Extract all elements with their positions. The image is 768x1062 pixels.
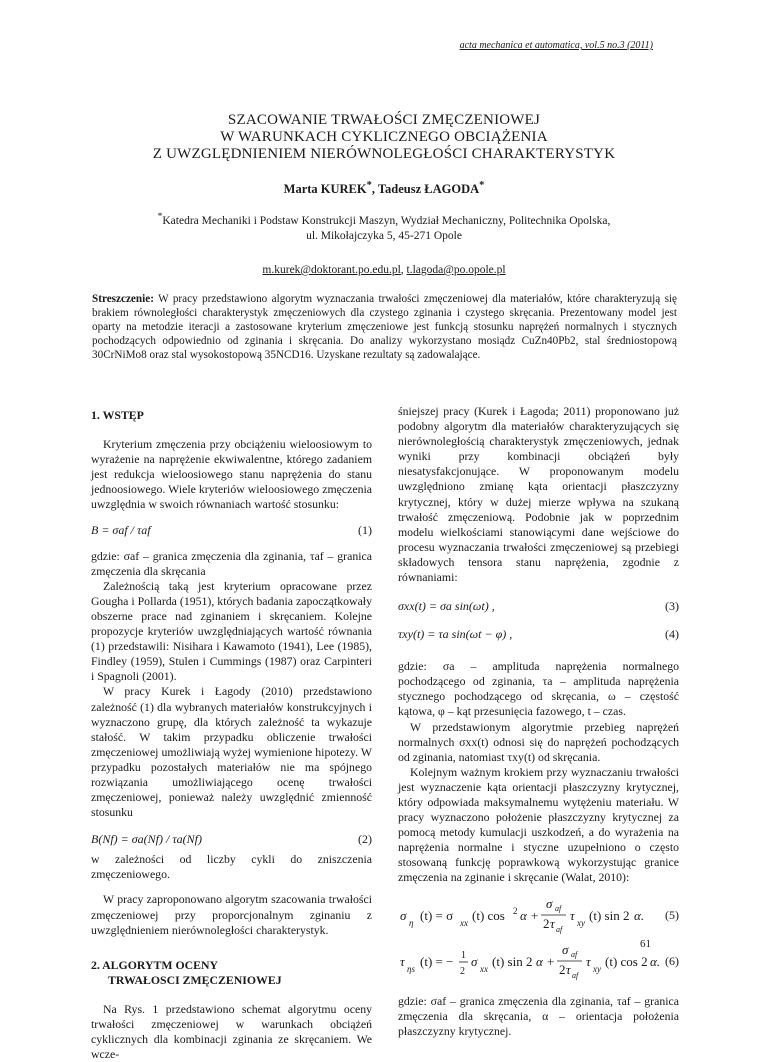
title-line-3: Z UWZGLĘDNIENIEM NIERÓWNOLEGŁOŚCI CHARAKTERYSTYK xyxy=(152,146,616,162)
svg-text:τ: τ xyxy=(550,915,555,931)
svg-text:2: 2 xyxy=(460,965,465,977)
svg-text:2: 2 xyxy=(559,961,566,977)
svg-text:(t) sin 2: (t) sin 2 xyxy=(589,907,630,923)
intro-paragraph-6: W pracy zaproponowano algorytm szacowania trwałości zmęczeniowej przy proporcjonalnym zginaniu z uwzględnieniem nierównoległości charakterystyk. xyxy=(91,892,372,937)
right-paragraph-5: gdzie: σaf – granica zmęczenia dla zginania, τaf – granica zmęczenia dla skręcania, α – orientacja położenia płaszczyzny krytycznej. xyxy=(398,993,679,1038)
equation-1 xyxy=(91,523,372,545)
svg-text:α.: α. xyxy=(634,907,645,923)
equation-3-text: σxx(t) = σa sin(ωt) , xyxy=(398,599,495,614)
equation-5-formula xyxy=(398,894,648,936)
algorithm-paragraph-1: Na Rys. 1 przedstawiono schemat algorytmu oceny trwałości zmęczeniowej w warunkach obciążeń cyklicznych dla kombinacji zginania ze skręcaniem. We wcze- xyxy=(91,1001,372,1062)
svg-text:τ: τ xyxy=(570,907,575,923)
equation-6-formula xyxy=(398,940,661,982)
svg-text:η: η xyxy=(409,917,414,928)
svg-text:σ: σ xyxy=(400,907,407,923)
title-line-1: SZACOWANIE TRWAŁOŚCI ZMĘCZENIOWEJ xyxy=(227,112,541,128)
equation-1-text: B = σaf / τaf xyxy=(91,522,151,537)
right-column xyxy=(398,404,679,1039)
svg-text:1: 1 xyxy=(461,949,466,961)
svg-text:ηs: ηs xyxy=(407,963,415,974)
intro-paragraph-3: Zależnością taką jest kryterium opracowane przez Gougha i Pollarda (1951), których badania zapoczątkowały obszerne prace nad zginaniem i skręcaniem. Kolejne propozycje kryteriów uwzględniających wartość równania (1) przedstawili: Nisihara i Kawamoto (1941), Lee (1985), Findley (1959), Stulen i Cummings (1987) oraz Carpinteri i Spagnoli (2001). xyxy=(91,578,372,684)
journal-header: acta mechanica et automatica, vol.5 no.3 (2011) xyxy=(459,40,653,51)
equation-6-number: (6) xyxy=(665,953,679,968)
svg-text:af: af xyxy=(572,970,579,980)
email-link-2[interactable]: t.lagoda@po.opole.pl xyxy=(406,264,506,276)
equation-2 xyxy=(91,832,372,852)
svg-text:(t) = −: (t) = − xyxy=(420,953,454,969)
section-heading-2-line-1: 2. ALGORYTM OCENY xyxy=(91,957,219,972)
left-column xyxy=(91,408,372,1062)
svg-text:xy: xy xyxy=(593,963,601,974)
svg-text:(t) cos: (t) cos xyxy=(472,907,505,923)
affiliation: *Katedra Mechaniki i Podstaw Konstrukcji Maszyn, Wydział Mechaniczny, Politechnika Opolska, ul. Mikołajczyka 5, 45-271 Opole xyxy=(0,209,768,244)
equation-1-number: (1) xyxy=(358,522,372,537)
section-heading-1: 1. WSTĘP xyxy=(91,408,144,422)
right-paragraph-2: gdzie: σa – amplituda naprężenia normalnego pochodzącego od zginania, τa – amplituda naprężenia stycznego pochodzącego od skręcania, ω – częstość kątowa, φ – kąt przesunięcia fazowego, t – czas. xyxy=(398,659,679,719)
abstract-label: Streszczenie: xyxy=(92,293,154,305)
section-heading-2-line-2: TRWAŁOSCI ZMĘCZENIOWEJ xyxy=(108,972,282,987)
right-paragraph-4: Kolejnym ważnym krokiem przy wyznaczaniu trwałości jest wyznaczenie kąta orientacji płaszczyzny krytycznej, który odpowiada maksymalnemu wytężeniu materiału. W pracy wyznaczono położenie płaszczyzny krytycznej za pomocą metody kumulacji uszkodzeń, a do wyrażenia na naprężenia normalne i styczne uzupełniono o często stosowaną funkcję poprawkową wykorzystując granice zmęczenia na zginanie i skręcanie (Walat, 2010): xyxy=(398,764,679,885)
svg-text:(t) = σ: (t) = σ xyxy=(420,907,454,923)
affiliation-line-2: ul. Mikołajczyka 5, 45-271 Opole xyxy=(306,229,462,242)
emails: m.kurek@doktorant.po.edu.pl, t.lagoda@po.opole.pl xyxy=(262,264,506,276)
equation-4 xyxy=(398,627,679,649)
svg-text:xx: xx xyxy=(480,963,488,974)
svg-text:af: af xyxy=(571,949,578,959)
equation-2-text: B(Nf) = σa(Nf) / τa(Nf) xyxy=(91,832,202,847)
svg-text:σ: σ xyxy=(546,895,553,911)
intro-paragraph-2: gdzie: σaf – granica zmęczenia dla zginania, τaf – granica zmęczenia dla skręcania xyxy=(91,548,372,578)
right-paragraph-3: W przedstawionym algorytmie przebieg naprężeń normalnych σxx(t) odnosi się do naprężeń pochodzących od zginania, natomiast τxy(t) od skręcania. xyxy=(398,719,679,764)
svg-text:σ: σ xyxy=(471,953,478,969)
equation-5 xyxy=(398,894,679,936)
abstract xyxy=(92,292,677,362)
right-paragraph-1: śniejszej pracy (Kurek i Łagoda; 2011) proponowano już podobny algorytm dla materiałów charakteryzujących się nierównoległością charakterystyk zmęczeniowych, jednak wyniki przy kombinacji obciążeń były niesatysfakcjonujące. W proponowanym modelu uwzględniono zmianę kąta orientacji płaszczyzny krytycznej, który w dużej mierze wpływa na szukaną trwałość zmęczeniową. Podobnie jak w poprzednim modelu wielkościami stanowiącymi dane wejściowe do procesu wyznaczania trwałości zmęczeniowej są przebiegi składowych tensora stanu naprężenia, zgodnie z równaniami: xyxy=(398,404,679,585)
abstract-text: W pracy przedstawiono algorytm wyznaczania trwałości zmęczeniowej dla materiałów, które charakteryzują się brakiem równoległości charakterystyk zmęczeniowych dla czystego zginania i czystego skręcania. Prezentowany model jest oparty na metodzie iteracji a zastosowane kryterium zmęczeniowe jest funkcją stosunku naprężeń normalnych i stycznych pochodzących odpowiednio od zginania i skręcania. Do analizy wykorzystano mosiądz CuZn40Pb2, stal średniostopową 30CrNiMo8 oraz stal wysokostopową 35NCD16. Uzyskane rezultaty są zadowalające. xyxy=(92,293,677,362)
equation-6 xyxy=(398,940,679,982)
affiliation-line-1: Katedra Mechaniki i Podstaw Konstrukcji Maszyn, Wydział Mechaniczny, Politechnika Opolska, xyxy=(162,214,611,227)
equation-2-number: (2) xyxy=(358,832,372,847)
equation-5-number: (5) xyxy=(665,907,679,922)
svg-text:2: 2 xyxy=(513,905,518,916)
svg-text:α +: α + xyxy=(536,953,555,969)
paper-title xyxy=(0,112,768,163)
author-2: Tadeusz ŁAGODA xyxy=(377,182,480,197)
title-line-2: W WARUNKACH CYKLICZNEGO OBCIĄŻENIA xyxy=(220,129,548,145)
svg-text:af: af xyxy=(555,903,562,913)
svg-text:xy: xy xyxy=(577,917,585,928)
svg-text:τ: τ xyxy=(400,953,405,969)
intro-paragraph-5: w zależności od liczby cykli do zniszczenia zmęczeniowego. xyxy=(91,852,372,882)
author-1: Marta KUREK xyxy=(283,182,367,197)
svg-text:2: 2 xyxy=(543,915,550,931)
intro-paragraph-4: W pracy Kurek i Łagody (2010) przedstawiono zależność (1) dla wybranych materiałów konstrukcyjnych i wyznaczono grupę, dla których zależność ta wykazuje stałość. W takim przypadku obliczenie trwałości zmęczeniowej umożliwiają wyżej wymienione hipotezy. W przypadku pozostałych materiałów nie ma spójnego rozwiązania umożliwiającego ocenę trwałości zmęczeniowej, ponieważ należy uwzględnić zmienność stosunku xyxy=(91,684,372,820)
equation-4-text: τxy(t) = τa sin(ωt − φ) , xyxy=(398,627,513,642)
equation-3 xyxy=(398,599,679,621)
svg-text:α +: α + xyxy=(520,907,539,923)
svg-text:xx: xx xyxy=(460,917,468,928)
svg-text:α.: α. xyxy=(650,953,661,969)
authors: Marta KUREK*, Tadeusz ŁAGODA* xyxy=(283,180,485,197)
intro-paragraph-1: Kryterium zmęczenia przy obciążeniu wieloosiowym to wyrażenie na naprężenie ekwiwalentne, którego zadaniem jest redukcja wieloosiowego stanu naprężenia do stanu jednoosiowego. Wiele kryteriów wieloosiowego zmęczenia uwzględnia w swoich równaniach wartość stosunku: xyxy=(91,437,372,512)
svg-text:af: af xyxy=(556,924,563,934)
equation-4-number: (4) xyxy=(665,627,679,642)
svg-text:σ: σ xyxy=(562,941,569,957)
svg-text:τ: τ xyxy=(566,961,571,977)
svg-text:(t) cos 2: (t) cos 2 xyxy=(605,953,648,969)
svg-text:τ: τ xyxy=(586,953,591,969)
page-number: 61 xyxy=(640,938,651,950)
svg-text:(t) sin 2: (t) sin 2 xyxy=(492,953,533,969)
section-heading-2 xyxy=(91,958,372,988)
equation-3-number: (3) xyxy=(665,599,679,614)
email-link-1[interactable]: m.kurek@doktorant.po.edu.pl xyxy=(262,264,401,276)
